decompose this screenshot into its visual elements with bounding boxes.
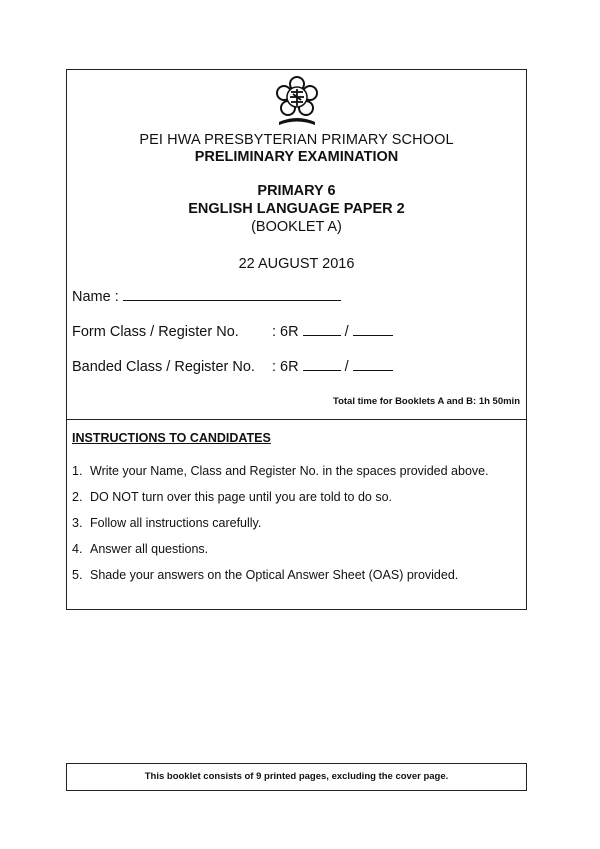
form-register-blank[interactable] — [353, 323, 393, 336]
banded-class-label: Banded Class / Register No. — [72, 359, 255, 375]
name-label: Name : — [72, 289, 119, 305]
instruction-item — [72, 515, 512, 531]
instruction-number: 1. — [72, 464, 83, 478]
form-class-blank[interactable] — [303, 323, 341, 336]
instruction-text: Answer all questions. — [90, 542, 209, 556]
band-slash: / — [344, 359, 349, 375]
instruction-item — [72, 541, 512, 557]
subject-title: ENGLISH LANGUAGE PAPER 2 — [188, 201, 405, 217]
instruction-number: 2. — [72, 490, 83, 504]
instruction-text: Shade your answers on the Optical Answer Sheet (OAS) provided. — [90, 568, 459, 582]
school-logo — [275, 76, 319, 128]
instruction-number: 4. — [72, 542, 83, 556]
banded-register-blank[interactable] — [353, 358, 393, 371]
instruction-text: DO NOT turn over this page until you are told to do so. — [90, 490, 393, 504]
banded-class-field — [72, 358, 393, 375]
instruction-item — [72, 489, 512, 505]
section-divider — [67, 419, 526, 420]
total-time-note: Total time for Booklets A and B: 1h 50min — [332, 396, 520, 407]
banded-class-blank[interactable] — [303, 358, 341, 371]
page-count-note: This booklet consists of 9 printed pages, excluding the cover page. — [144, 771, 449, 782]
level-title: PRIMARY 6 — [257, 183, 336, 199]
booklet-title: (BOOKLET A) — [251, 219, 342, 235]
name-field — [72, 288, 341, 305]
form-class-prefix: : 6R — [272, 324, 299, 340]
form-slash: / — [344, 324, 349, 340]
name-blank[interactable] — [123, 288, 341, 301]
footer-box — [66, 763, 527, 791]
instruction-item — [72, 463, 512, 479]
form-class-field — [72, 323, 393, 340]
school-name: PEI HWA PRESBYTERIAN PRIMARY SCHOOL — [139, 132, 454, 148]
cover-box — [66, 69, 527, 610]
instruction-text: Write your Name, Class and Register No. in the spaces provided above. — [90, 464, 489, 478]
exam-title: PRELIMINARY EXAMINATION — [194, 149, 399, 165]
instructions-heading: INSTRUCTIONS TO CANDIDATES — [72, 431, 271, 445]
form-class-label: Form Class / Register No. — [72, 324, 239, 340]
instruction-item — [72, 567, 512, 583]
instruction-number: 3. — [72, 516, 83, 530]
instructions-list — [72, 463, 512, 593]
banded-class-prefix: : 6R — [272, 359, 299, 375]
instruction-number: 5. — [72, 568, 83, 582]
exam-date: 22 AUGUST 2016 — [238, 256, 355, 272]
instruction-text: Follow all instructions carefully. — [90, 516, 262, 530]
